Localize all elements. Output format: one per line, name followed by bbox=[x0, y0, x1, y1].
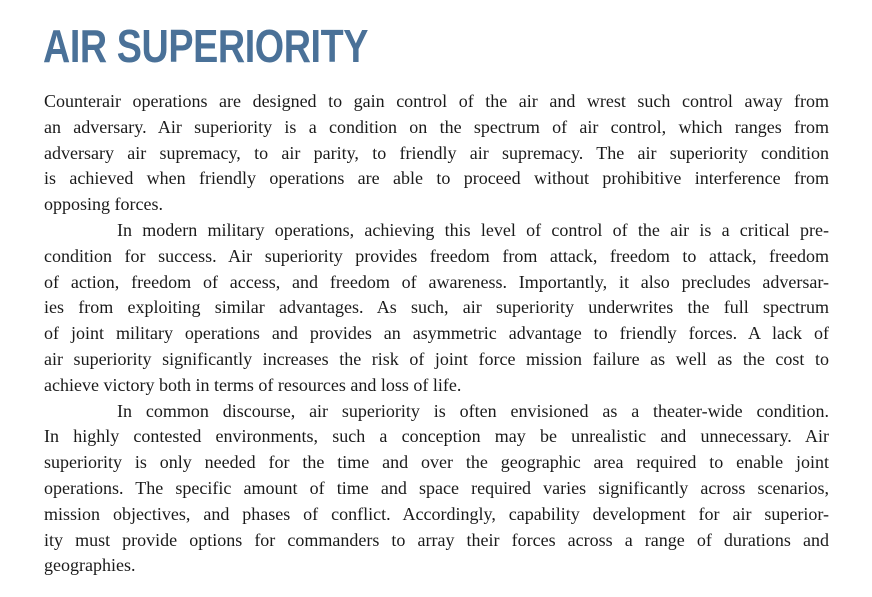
paragraph bbox=[44, 89, 829, 218]
text-line: Counterair operations are designed to gain control of the air and wrest such control away from bbox=[44, 91, 829, 111]
text-line: opposing forces. bbox=[44, 194, 163, 215]
text-line: superiority is only needed for the time and over the geographic area required to enable joint bbox=[44, 452, 829, 473]
body-text bbox=[44, 89, 829, 579]
text-line: In highly contested environments, such a conception may be unrealistic and unnecessary. Air bbox=[44, 426, 829, 447]
text-line: geographies. bbox=[44, 555, 136, 576]
text-line: mission objectives, and phases of conflict. Accordingly, capability development for air superior- bbox=[44, 503, 829, 524]
text-line: achieve victory both in terms of resources and loss of life. bbox=[44, 374, 462, 395]
text-line: In common discourse, air superiority is often envisioned as a theater-wide condition. bbox=[117, 400, 829, 421]
paragraph bbox=[44, 399, 829, 580]
text-line: adversary air supremacy, to air parity, to friendly air supremacy. The air superiority condition bbox=[44, 142, 829, 163]
text-line: is achieved when friendly operations are able to proceed without prohibitive interference from bbox=[44, 168, 829, 189]
text-line: air superiority significantly increases the risk of joint force mission failure as well as the cost to bbox=[44, 348, 829, 369]
text-line: operations. The specific amount of time and space required varies significantly across scenarios, bbox=[44, 477, 829, 498]
text-line: an adversary. Air superiority is a condition on the spectrum of air control, which ranges from bbox=[44, 116, 829, 137]
text-line: condition for success. Air superiority provides freedom from attack, freedom to attack, freedom bbox=[44, 245, 829, 266]
text-line: In modern military operations, achieving this level of control of the air is a critical pre- bbox=[117, 219, 829, 240]
text-line: ity must provide options for commanders to array their forces across a range of durations and bbox=[44, 529, 829, 550]
paragraph bbox=[44, 218, 829, 399]
page-title: AIR SUPERIORITY bbox=[43, 20, 368, 72]
text-line: of action, freedom of access, and freedom of awareness. Importantly, it also precludes adversar- bbox=[44, 271, 829, 292]
text-line: ies from exploiting similar advantages. As such, air superiority underwrites the full spectrum bbox=[44, 297, 829, 318]
text-line: of joint military operations and provides an asymmetric advantage to friendly forces. A lack of bbox=[44, 323, 829, 344]
